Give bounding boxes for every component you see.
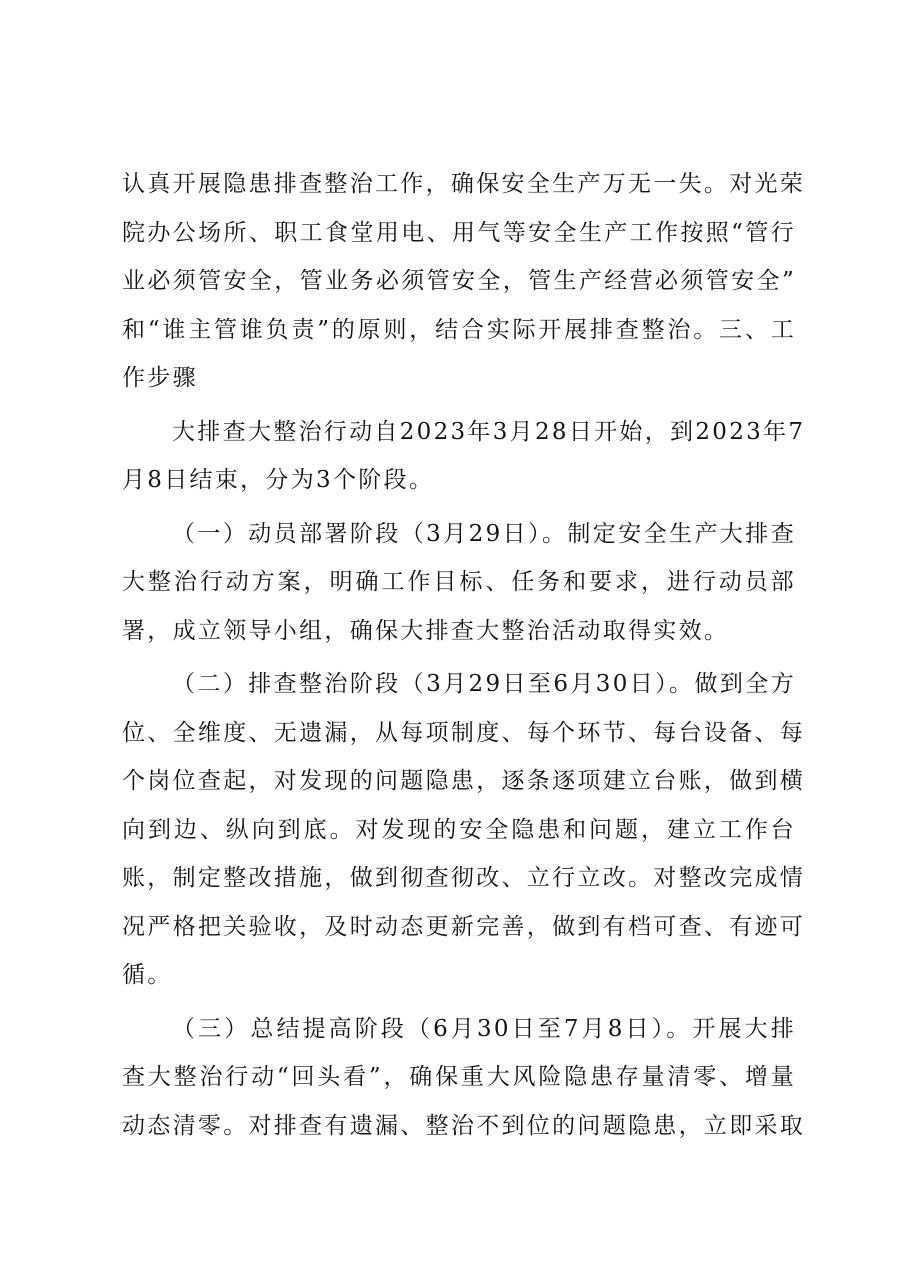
- text-line: 认真开展隐患排查整治工作，确保安全生产万无一失。对光荣: [122, 171, 806, 197]
- text-line: 署，成立领导小组，确保大排查大整治活动取得实效。: [122, 617, 730, 644]
- text-line: 位、全维度、无遗漏，从每项制度、每个环节、每台设备、每: [122, 719, 806, 746]
- text-line: 向到边、纵向到底。对发现的安全隐患和问题，建立工作台: [122, 816, 796, 843]
- text-line: （三）总结提高阶段（6月30日至7月8日）。开展大排: [172, 1015, 796, 1042]
- paragraph-stage-three: [122, 1005, 806, 1151]
- document-body: [122, 160, 806, 1150]
- text-line: 账，制定整改措施，做到彻查彻改、立行立改。对整改完成情: [122, 865, 806, 891]
- paragraph-schedule: [122, 408, 806, 505]
- text-line: （二）排查整治阶段（3月29日至6月30日）。做到全方: [172, 671, 796, 697]
- text-line: 和“谁主管谁负责”的原则，结合实际开展排查整治。三、工: [122, 316, 796, 343]
- text-line: 月8日结束，分为3个阶段。: [122, 467, 435, 493]
- paragraph-hazard-inspection: [122, 160, 806, 403]
- text-line: 大整治行动方案，明确工作目标、任务和要求，进行动员部: [122, 569, 796, 595]
- text-line: 作步骤: [122, 365, 198, 391]
- text-line: 院办公场所、职工食堂用电、用气等安全生产工作按照“管行: [122, 219, 796, 246]
- text-line: 业必须管安全，管业务必须管安全，管生产经营必须管安全”: [122, 268, 796, 294]
- text-line: 况严格把关验收，及时动态更新完善，做到有档可查、有迹可: [122, 913, 806, 940]
- paragraph-stage-one: [122, 510, 796, 656]
- text-line: 动态清零。对排查有遗漏、整治不到位的问题隐患，立即采取: [122, 1112, 806, 1139]
- text-line: （一）动员部署阶段（3月29日）。制定安全生产大排查: [172, 520, 796, 547]
- text-line: 查大整治行动“回头看”，确保重大风险隐患存量清零、增量: [122, 1064, 796, 1090]
- text-line: 循。: [122, 962, 173, 988]
- text-line: 大排查大整治行动自2023年3月28日开始，到2023年7: [172, 418, 806, 445]
- text-line: 个岗位查起，对发现的问题隐患，逐条逐项建立台账，做到横: [122, 768, 806, 794]
- paragraph-stage-two: [122, 660, 806, 1000]
